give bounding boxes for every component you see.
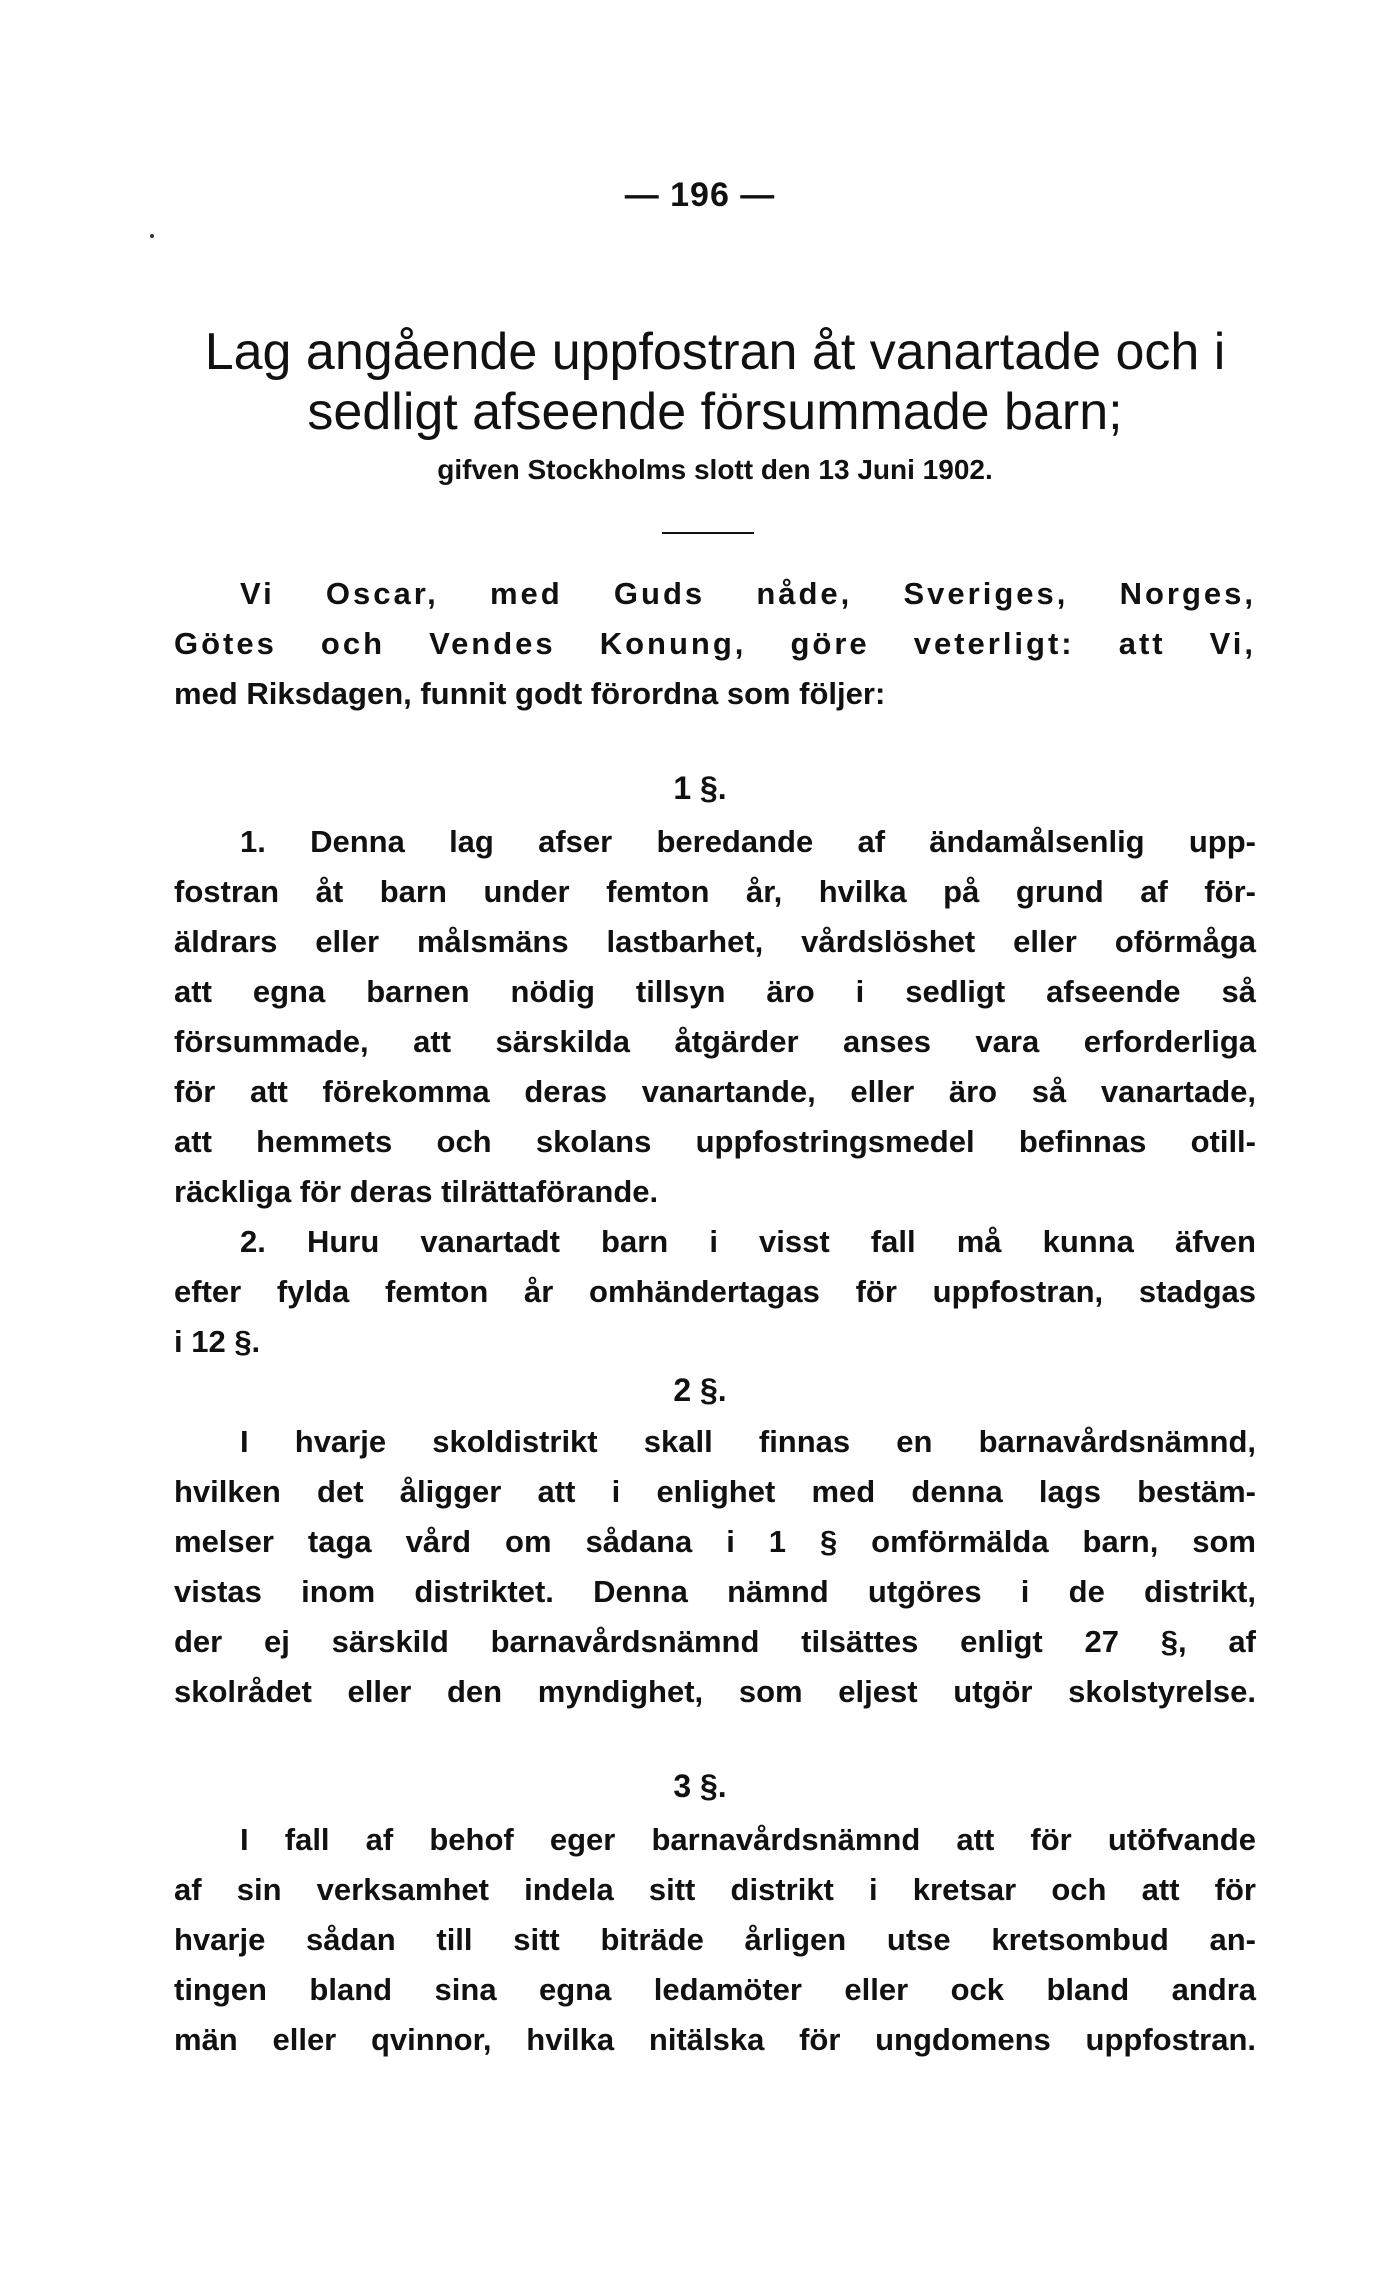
document-subtitle: gifven Stockholms slott den 13 Juni 1902. — [437, 454, 993, 485]
section-1-line: att hemmets och skolans uppfostringsmedel befinnas otill- — [174, 1124, 1256, 1159]
section-2-line: vistas inom distriktet. Denna nämnd utgöres i de distrikt, — [174, 1574, 1256, 1609]
document-title-line-2: sedligt afseende försummade barn; — [307, 383, 1123, 441]
document-title-line-1: Lag angående uppfostran åt vanartade och i — [204, 323, 1226, 381]
section-2-line: melser taga vård om sådana i 1 § omförmälda barn, som — [174, 1524, 1256, 1559]
intro-line: Vi Oscar, med Guds nåde, Sveriges, Norges, — [240, 576, 1256, 611]
section-heading-1: 1 §. — [673, 770, 727, 806]
section-3-line: I fall af behof eger barnavårdsnämnd att för utöfvande — [240, 1822, 1256, 1857]
section-2-line: hvilken det åligger att i enlighet med denna lags bestäm- — [174, 1474, 1256, 1509]
section-1-line: försummade, att särskilda åtgärder anses vara erforderliga — [174, 1024, 1256, 1059]
section-heading-3: 3 §. — [673, 1768, 727, 1804]
section-2-line: der ej särskild barnavårdsnämnd tilsättes enligt 27 §, af — [174, 1624, 1256, 1659]
speck-mark — [150, 234, 154, 238]
section-1-line: 1. Denna lag afser beredande af ändamålsenlig upp- — [240, 824, 1256, 859]
section-heading-2: 2 §. — [673, 1372, 727, 1408]
section-1-line: fostran åt barn under femton år, hvilka på grund af för- — [174, 874, 1256, 909]
section-3-line: af sin verksamhet indela sitt distrikt i kretsar och att för — [174, 1872, 1256, 1907]
section-1-line: i 12 §. — [174, 1324, 261, 1359]
section-1-line: äldrars eller målsmäns lastbarhet, vårdslöshet eller oförmåga — [174, 924, 1256, 959]
intro-line: med Riksdagen, funnit godt förordna som följer: — [174, 676, 886, 711]
section-1-line: 2. Huru vanartadt barn i visst fall må kunna äfven — [240, 1224, 1256, 1259]
section-3-line: tingen bland sina egna ledamöter eller ock bland andra — [174, 1972, 1256, 2007]
section-2-line: skolrådet eller den myndighet, som eljest utgör skolstyrelse. — [174, 1674, 1256, 1709]
section-3-line: hvarje sådan till sitt biträde årligen utse kretsombud an- — [174, 1922, 1256, 1957]
section-2-line: I hvarje skoldistrikt skall finnas en barnavårdsnämnd, — [240, 1424, 1256, 1459]
section-1-line: att egna barnen nödig tillsyn äro i sedligt afseende så — [174, 974, 1256, 1009]
section-1-line: räckliga för deras tilrättaförande. — [174, 1174, 659, 1209]
page-number: — 196 — — [624, 176, 776, 214]
section-1-line: för att förekomma deras vanartande, eller äro så vanartade, — [174, 1074, 1256, 1109]
section-1-line: efter fylda femton år omhändertagas för uppfostran, stadgas — [174, 1274, 1256, 1309]
intro-line: Götes och Vendes Konung, göre veterligt: att Vi, — [174, 626, 1256, 661]
divider-rule — [662, 532, 754, 534]
section-3-line: män eller qvinnor, hvilka nitälska för ungdomens uppfostran. — [174, 2022, 1256, 2057]
